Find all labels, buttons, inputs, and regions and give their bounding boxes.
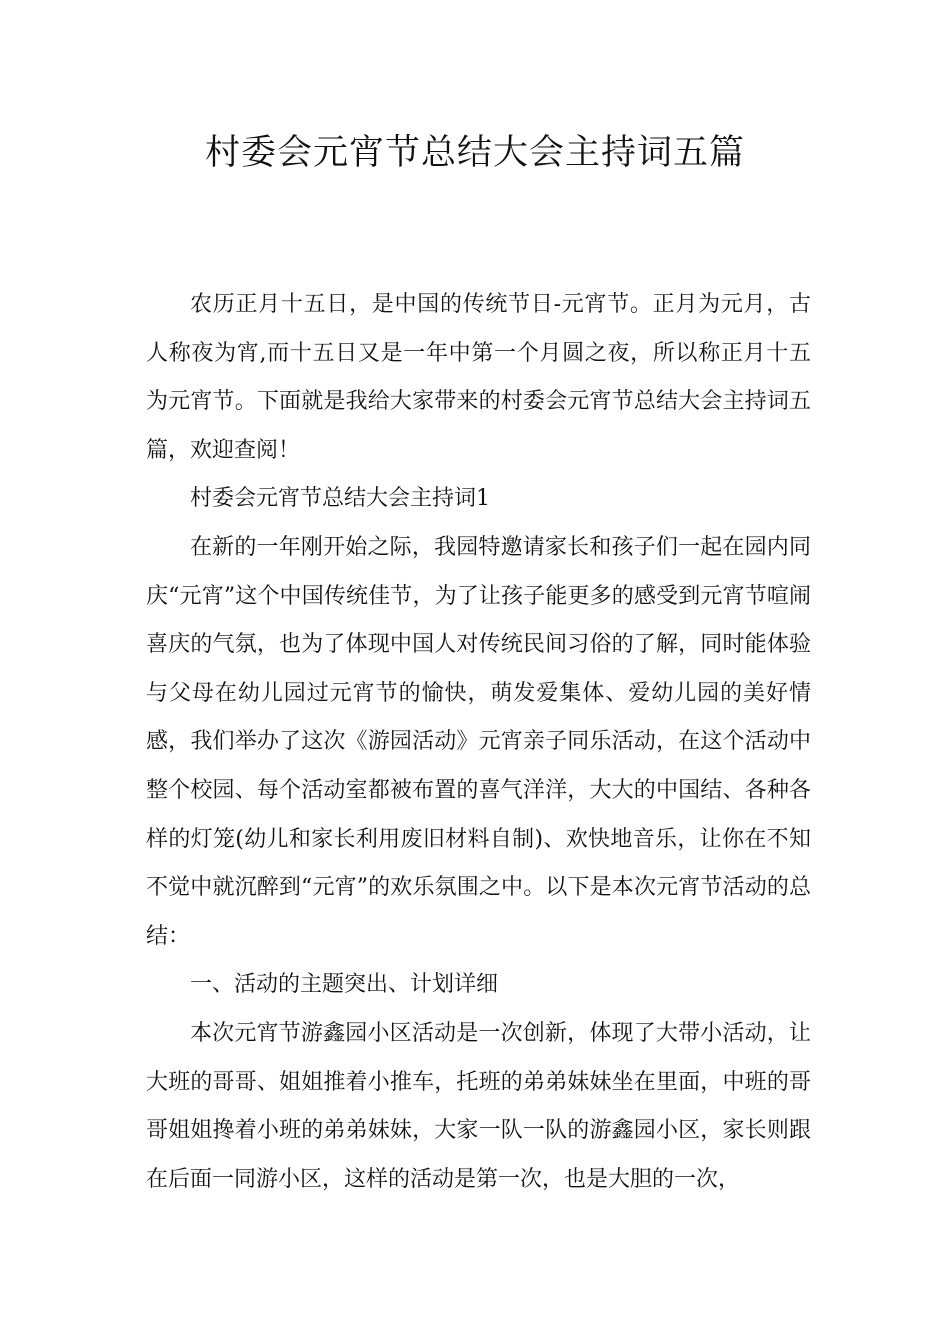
subsection-heading: 一、活动的主题突出、计划详细 bbox=[190, 972, 499, 998]
body-paragraph: 本次元宵节游鑫园小区活动是一次创新，体现了大带小活动，让大班的哥哥、姐姐推着小推车，托班的弟弟妹妹坐在里面，中班的哥哥姐姐搀着小班的弟弟妹妹，大家一队一队的游鑫园小区，家长则跟在后面一同游小区，这样的活动是第一次，也是大胆的一次， bbox=[146, 1020, 811, 1192]
intro-paragraph: 农历正月十五日，是中国的传统节日-元宵节。正月为元月，古人称夜为宵,而十五日又是一年中第一个月圆之夜，所以称正月十五为元宵节。下面就是我给大家带来的村委会元宵节总结大会主持词五篇，欢迎查阅！ bbox=[146, 292, 811, 463]
document-body bbox=[146, 281, 811, 1204]
section-heading: 村委会元宵节总结大会主持词1 bbox=[190, 486, 490, 512]
body-paragraph: 在新的一年刚开始之际，我园特邀请家长和孩子们一起在园内同庆“元宵”这个中国传统佳节，为了让孩子能更多的感受到元宵节喧闹喜庆的气氛，也为了体现中国人对传统民间习俗的了解，同时能体验与父母在幼儿园过元宵节的愉快，萌发爱集体、爱幼儿园的美好情感，我们举办了这次《游园活动》元宵亲子同乐活动，在这个活动中整个校园、每个活动室都被布置的喜气洋洋，大大的中国结、各种各样的灯笼(幼儿和家长利用废旧材料自制)、欢快地音乐，让你在不知不觉中就沉醉到“元宵”的欢乐氛围之中。以下是本次元宵节活动的总结： bbox=[146, 534, 811, 949]
document-title: 村委会元宵节总结大会主持词五篇 bbox=[204, 133, 745, 173]
